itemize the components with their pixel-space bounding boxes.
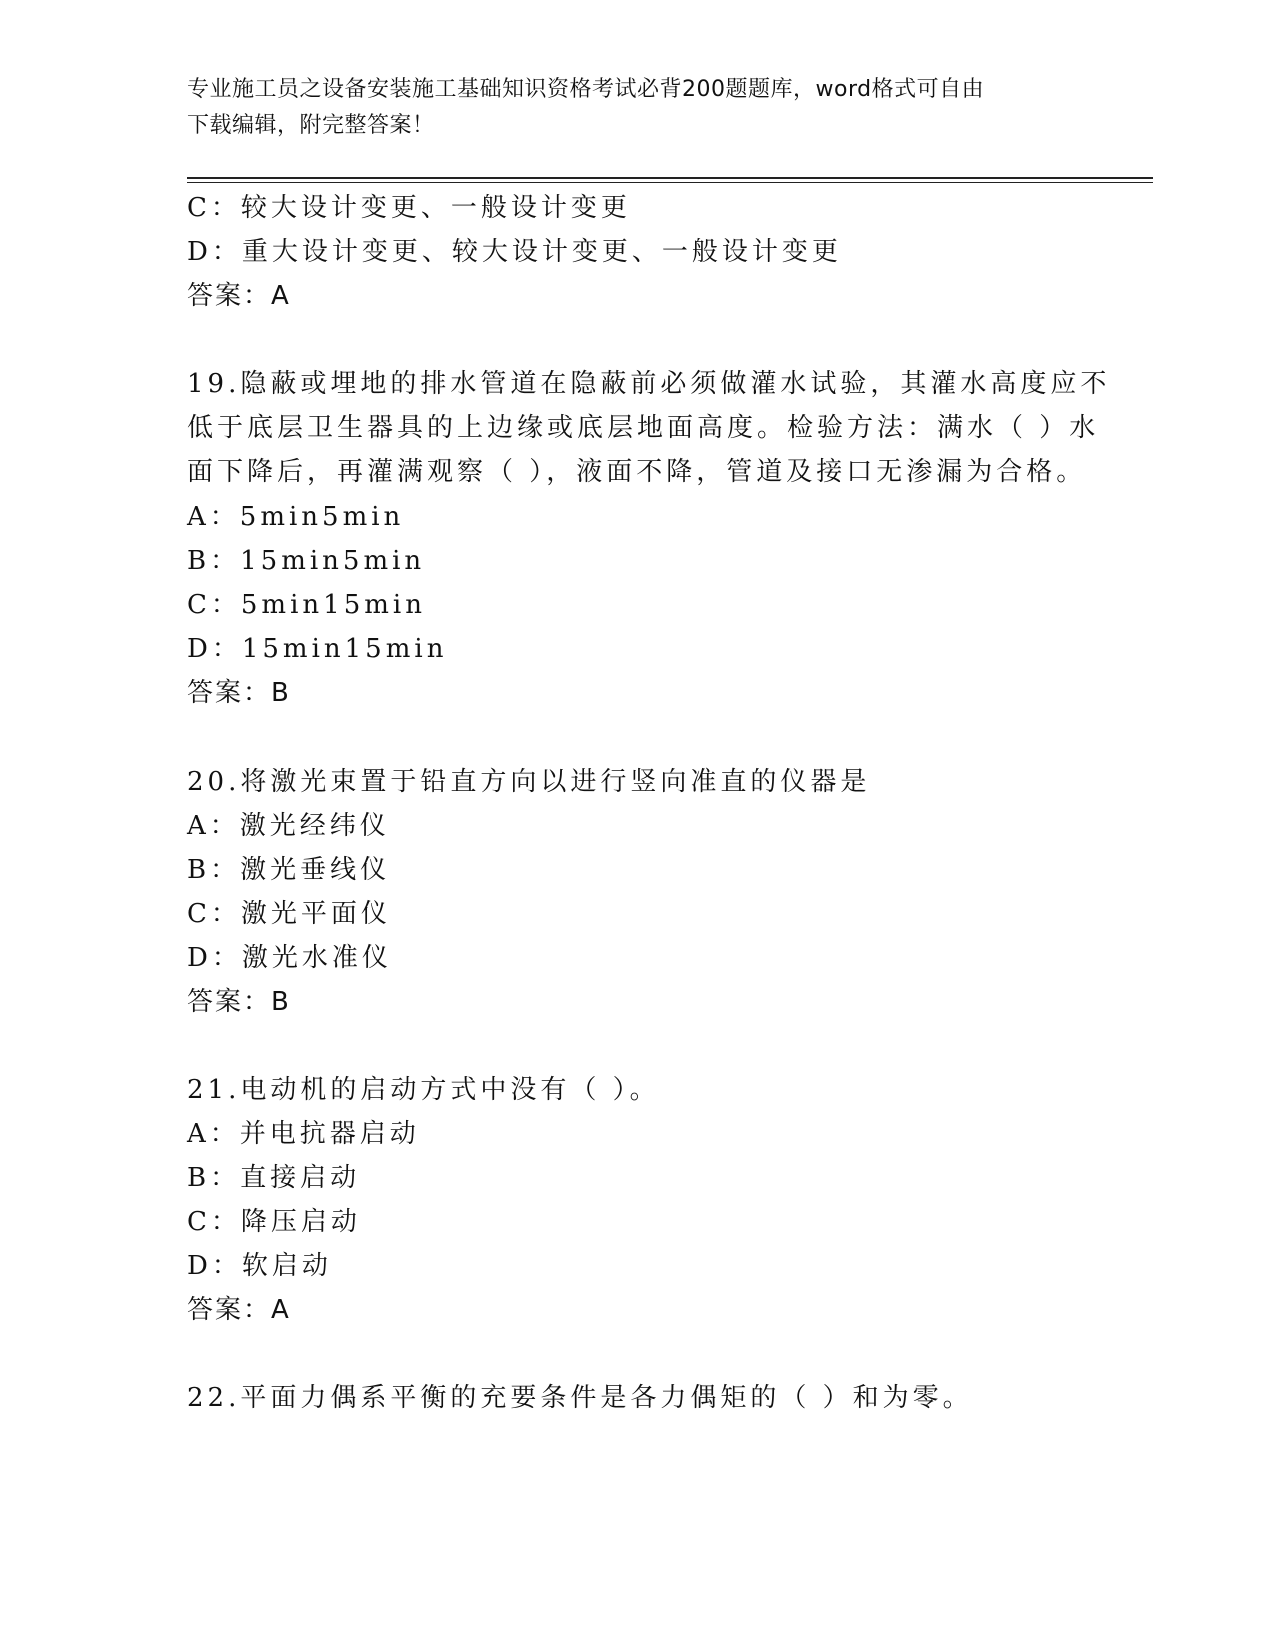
q20-option-b: B：激光垂线仪 (187, 855, 391, 885)
prev-answer: 答案：A (187, 281, 291, 311)
prev-option-c: C：较大设计变更、一般设计变更 (187, 193, 631, 223)
q19-stem-line-1: 19.隐蔽或埋地的排水管道在隐蔽前必须做灌水试验，其灌水高度应不 (187, 369, 1111, 399)
document-header (187, 72, 1067, 144)
q19-option-c: C：5min15min (187, 590, 426, 620)
q21-option-a: A：并电抗器启动 (187, 1119, 420, 1149)
q20-option-c: C：激光平面仪 (187, 899, 391, 929)
q21-stem-line-1: 21.电动机的启动方式中没有（ ）。 (187, 1075, 660, 1105)
q22-stem-line-1: 22.平面力偶系平衡的充要条件是各力偶矩的（ ）和为零。 (187, 1383, 973, 1413)
q19-stem-line-3: 面下降后，再灌满观察（ ），液面不降，管道及接口无渗漏为合格。 (187, 457, 1087, 487)
q21-option-d: D：软启动 (187, 1251, 332, 1281)
header-divider-thick (187, 177, 1153, 179)
q20-stem-line-1: 20.将激光束置于铅直方向以进行竖向准直的仪器是 (187, 767, 871, 797)
q20-answer: 答案：B (187, 987, 291, 1017)
q19-option-d: D：15min15min (187, 634, 448, 664)
q21-option-b: B：直接启动 (187, 1163, 361, 1193)
q20-option-d: D：激光水准仪 (187, 943, 392, 973)
prev-option-d: D：重大设计变更、较大设计变更、一般设计变更 (187, 237, 842, 267)
q19-stem-line-2: 低于底层卫生器具的上边缘或底层地面高度。检验方法：满水（ ）水 (187, 413, 1100, 443)
header-divider-thin (187, 182, 1153, 183)
q19-option-b: B：15min5min (187, 546, 426, 576)
header-title-line-1: 专业施工员之设备安装施工基础知识资格考试必背200题题库，word格式可自由 (187, 77, 985, 102)
q20-option-a: A：激光经纬仪 (187, 811, 390, 841)
q19-option-a: A：5min5min (187, 502, 405, 532)
header-title-line-2: 下载编辑，附完整答案！ (187, 113, 435, 138)
q21-answer: 答案：A (187, 1295, 291, 1325)
q21-option-c: C：降压启动 (187, 1207, 361, 1237)
q19-answer: 答案：B (187, 678, 291, 708)
